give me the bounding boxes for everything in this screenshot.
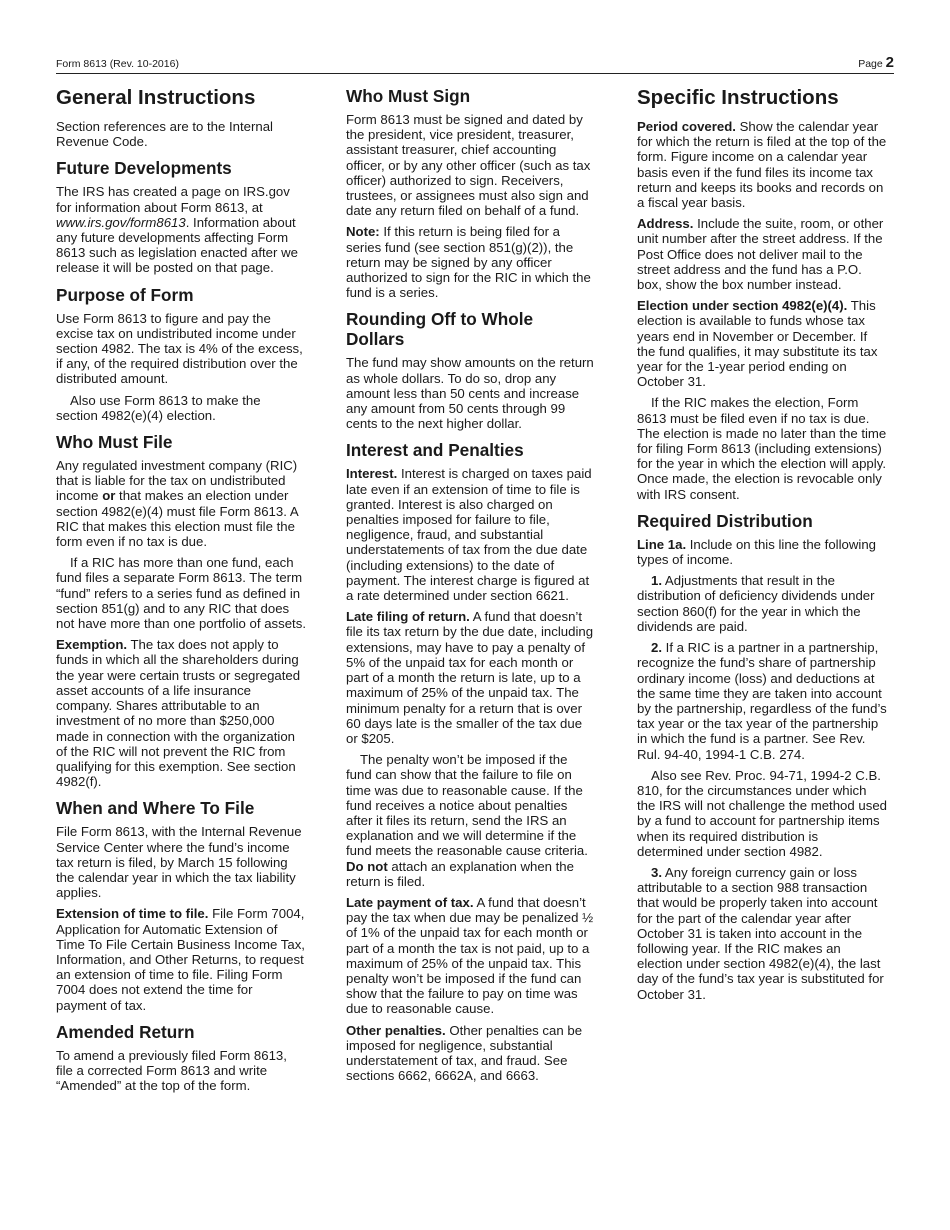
specific-instructions-title: Specific Instructions (637, 86, 839, 109)
item-3-text: 3. Any foreign currency gain or loss attributable to a section 988 transaction that would be properly taken into account for the part of the calendar year after October 31 is taken into account in the following year. If the RIC makes an election under section 4982(e)(4), the last day of the fund’s tax year is substituted for October 31. (637, 864, 884, 1002)
address-text: Address. Include the suite, room, or other unit number after the street address. If the Post Office does not deliver mail to the street address and the fund has a P.O. box, show the box number instead. (637, 216, 884, 293)
who-must-file-title: Who Must File (56, 432, 173, 453)
item-1-text: 1. Adjustments that result in the distribution of deficiency dividends under section 860(f) for the year in which the dividends are paid. (637, 573, 875, 634)
purpose-of-form-title: Purpose of Form (56, 284, 194, 305)
general-intro: Section references are to the Internal Revenue Code. (56, 119, 273, 150)
who-must-file-text-1: Any regulated investment company (RIC) that is liable for the tax on undistributed income or that makes an election under section 4982(e)(4) must file Form 8613. A RIC that makes this election must file the form even if no tax is due. (56, 458, 298, 550)
extension-text: Extension of time to file. File Form 7004, Application for Automatic Extension of Time To File Certain Business Income Tax, Information, and Other Returns, to request an extension of time to file. Filing Form 7004 does not extend the time for payment of tax. (56, 906, 305, 1013)
interest-text: Interest. Interest is charged on taxes paid late even if an extension of time to file is granted. Interest is also charged on penalties imposed for failure to file, negligence, fraud, and substantial understatements of tax from the due date (including extensions) to the date of payment. The interest charge is figured at a rate determined under section 6621. (346, 466, 592, 604)
rounding-text: The fund may show amounts on the return as whole dollars. To do so, drop any amount less than 50 cents and increase any amount from 50 cents through 99 cents to the next higher dollar. (346, 355, 594, 432)
when-where-title: When and Where To File (56, 798, 255, 819)
required-distribution-title: Required Distribution (637, 510, 813, 531)
late-filing-text: Late filing of return. A fund that doesn’t file its tax return by the due date, including extensions, may have to pay a penalty of 5% of the unpaid tax for each month or part of a month the return is late, up to a maximum of 25% of the unpaid tax. The minimum penalty for a return that is over 60 days late is the smaller of the tax due or $205. (346, 609, 594, 746)
when-where-text: File Form 8613, with the Internal Revenue Service Center where the fund’s income tax return is filed, by March 15 following the calendar year in which the tax liability applies. (56, 824, 302, 901)
penalty-cause-text: The penalty won’t be imposed if the fund can show that the failure to file on time was due to reasonable cause. If the fund receives a notice about penalties after it files its return, send the IRS an explanation and we will determine if the fund meets the reasonable cause criteria. Do not attach an explanation when the return is filed. (346, 752, 588, 889)
amended-return-title: Amended Return (56, 1021, 195, 1042)
amended-return-text: To amend a previously filed Form 8613, file a corrected Form 8613 and write “Amended” at the top of the form. (56, 1047, 287, 1094)
election-text: Election under section 4982(e)(4). This election is available to funds whose tax years end in November or December. If the fund qualifies, it may substitute its tax year for the 1-year period ending on October 31. (637, 298, 878, 390)
form-label: Form 8613 (Rev. 10-2016) (56, 58, 179, 70)
exemption-text: Exemption. The tax does not apply to funds in which all the shareholders during the year were certain trusts or segregated asset accounts of a life insurance company. Shares attributable to an investment of no more than $250,000 made in connection with the organization of the RIC will not prevent the RIC from qualifying for this exemption. See section 4982(f). (56, 637, 301, 790)
who-must-file-text-2: If a RIC has more than one fund, each fund files a separate Form 8613. The term “fund” refers to a series fund as defined in section 851(g) and to any RIC that does not have more than one portfolio of assets. (56, 555, 306, 632)
general-instructions-title: General Instructions (56, 86, 256, 109)
future-developments-title: Future Developments (56, 158, 232, 179)
interest-penalties-title: Interest and Penalties (346, 440, 524, 461)
header-rule (56, 73, 894, 74)
page-number: 2 (885, 54, 894, 71)
column-middle (346, 84, 596, 1089)
purpose-text-1: Use Form 8613 to figure and pay the excise tax on undistributed income under section 4982. The tax is 4% of the excess, if any, of the required distribution over the distributed amount. (56, 310, 303, 387)
who-must-sign-title: Who Must Sign (346, 86, 471, 106)
page-word: Page (858, 58, 883, 70)
column-left (56, 84, 306, 1099)
also-see-text: Also see Rev. Proc. 94-71, 1994-2 C.B. 810, for the circumstances under which the IRS will not challenge the method used by a fund to account for partnership items when its required distribution is determined under section 4982. (637, 767, 887, 859)
election-text-2: If the RIC makes the election, Form 8613 must be filed even if no tax is due. The election is made no later than the time for filing Form 8613 (including extensions) for the year in which the election will apply. Once made, the election is revocable only with IRS consent. (637, 395, 887, 502)
other-penalties-text: Other penalties. Other penalties can be imposed for negligence, substantial understatement of tax, and fraud. See sections 6662, 6662A, and 6663. (346, 1022, 583, 1084)
purpose-text-2: Also use Form 8613 to make the section 4982(e)(4) election. (56, 392, 261, 423)
line-1a-text: Line 1a. Include on this line the following types of income. (637, 536, 876, 568)
rounding-title: Rounding Off to Whole Dollars (346, 309, 534, 350)
late-payment-text: Late payment of tax. A fund that doesn’t pay the tax when due may be penalized ½ of 1% of the unpaid tax for each month or part of a month the tax is not paid, up to a maximum of 25% of the unpaid tax. This penalty won’t be imposed if the fund can show that the failure to pay on time was due to reasonable cause. (346, 894, 594, 1017)
who-must-sign-text: Form 8613 must be signed and dated by the president, vice president, treasurer, assistant treasurer, chief accounting officer, or by any other officer (such as tax officer) authorized to sign. Receivers, trustees, or assignees must also sign and date any return filed on behalf of a fund. (346, 112, 591, 219)
page-indicator (858, 54, 894, 71)
period-covered-text: Period covered. Show the calendar year for which the return is filed at the top of the form. Figure income on a calendar year basis even if the fund files its income tax return and keeps its books and records on a fiscal year basis. (637, 119, 887, 211)
column-right (637, 84, 887, 1008)
future-developments-text: The IRS has created a page on IRS.gov for information about Form 8613, at www.irs.gov/form8613. Information about any future developments affecting Form 8613 such as legislation enacted after we release it will be posted on that page. (56, 184, 298, 276)
note-text: Note: If this return is being filed for a series fund (see section 851(g)(2)), the return may be signed by any officer authorized to sign for the RIC in which the fund is a series. (346, 224, 591, 301)
irs-form-url[interactable]: www.irs.gov/form8613 (56, 214, 186, 230)
item-2-text: 2. If a RIC is a partner in a partnership, recognize the fund’s share of partnership ordinary income (loss) and deductions at the same time they are taken into account by the partnership, regardless of the fund’s tax year or the tax year of the partnership in which the fund is a partner. See Rev. Rul. 94-40, 1994-1 C.B. 274. (637, 640, 887, 762)
